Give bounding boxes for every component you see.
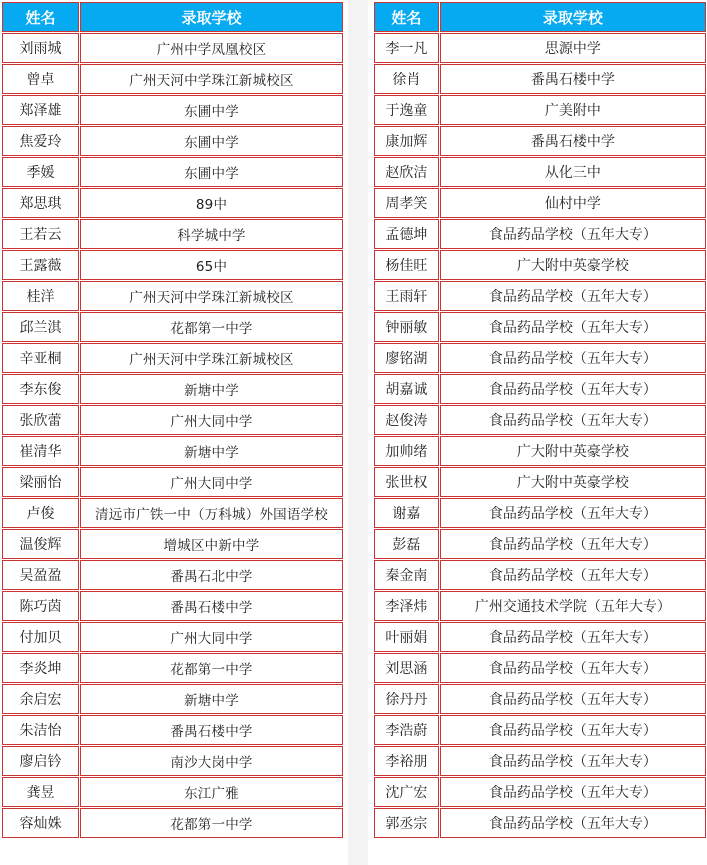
student-name: 崔清华	[2, 436, 79, 466]
admitted-school: 食品药品学校（五年大专）	[440, 405, 706, 435]
student-name: 徐肖	[374, 64, 439, 94]
student-name: 付加贝	[2, 622, 79, 652]
header-row	[374, 2, 706, 32]
student-name: 李一凡	[374, 33, 439, 63]
table-row	[374, 560, 706, 590]
header-row	[2, 2, 343, 32]
admitted-school: 科学城中学	[80, 219, 343, 249]
admitted-school: 广州天河中学珠江新城校区	[80, 64, 343, 94]
table-row	[374, 343, 706, 373]
student-name: 赵俊涛	[374, 405, 439, 435]
admitted-school: 广大附中英豪学校	[440, 250, 706, 280]
admitted-school: 食品药品学校（五年大专）	[440, 715, 706, 745]
table-row	[2, 498, 343, 528]
student-name: 朱洁怡	[2, 715, 79, 745]
admitted-school: 番禺石楼中学	[80, 591, 343, 621]
admitted-school: 广州天河中学珠江新城校区	[80, 281, 343, 311]
table-row	[2, 746, 343, 776]
table-row	[2, 157, 343, 187]
admitted-school: 食品药品学校（五年大专）	[440, 498, 706, 528]
admitted-school: 清远市广铁一中（万科城）外国语学校	[80, 498, 343, 528]
table-row	[2, 684, 343, 714]
student-name: 王雨轩	[374, 281, 439, 311]
admitted-school: 新塘中学	[80, 374, 343, 404]
admitted-school: 新塘中学	[80, 436, 343, 466]
table-row	[374, 405, 706, 435]
student-name: 钟丽敏	[374, 312, 439, 342]
admitted-school: 东圃中学	[80, 95, 343, 125]
admitted-school: 食品药品学校（五年大专）	[440, 560, 706, 590]
student-name: 梁丽怡	[2, 467, 79, 497]
admitted-school: 食品药品学校（五年大专）	[440, 374, 706, 404]
admitted-school: 南沙大岗中学	[80, 746, 343, 776]
admitted-school: 增城区中新中学	[80, 529, 343, 559]
table-row	[2, 591, 343, 621]
student-name: 加帅绪	[374, 436, 439, 466]
admitted-school: 广州大同中学	[80, 622, 343, 652]
student-name: 赵欣洁	[374, 157, 439, 187]
admitted-school: 思源中学	[440, 33, 706, 63]
student-name: 周孝笑	[374, 188, 439, 218]
table-row	[374, 777, 706, 807]
student-name: 王露薇	[2, 250, 79, 280]
header-name: 姓名	[374, 2, 439, 32]
admitted-school: 食品药品学校（五年大专）	[440, 746, 706, 776]
header-school: 录取学校	[80, 2, 343, 32]
student-name: 卢俊	[2, 498, 79, 528]
student-name: 于逸童	[374, 95, 439, 125]
admitted-school: 从化三中	[440, 157, 706, 187]
table-row	[2, 653, 343, 683]
table-row	[2, 467, 343, 497]
student-name: 沈广宏	[374, 777, 439, 807]
table-row	[374, 95, 706, 125]
admitted-school: 食品药品学校（五年大专）	[440, 219, 706, 249]
student-name: 谢嘉	[374, 498, 439, 528]
table-row	[2, 126, 343, 156]
student-name: 郭丞宗	[374, 808, 439, 838]
admitted-school: 广州中学凤凰校区	[80, 33, 343, 63]
student-name: 叶丽娟	[374, 622, 439, 652]
admitted-school: 食品药品学校（五年大专）	[440, 653, 706, 683]
admitted-school: 番禺石楼中学	[440, 64, 706, 94]
table-row	[2, 281, 343, 311]
table-row	[2, 219, 343, 249]
table-row	[374, 64, 706, 94]
student-name: 李裕朋	[374, 746, 439, 776]
table-row	[2, 560, 343, 590]
table-row	[2, 33, 343, 63]
student-name: 李浩蔚	[374, 715, 439, 745]
table-row	[2, 312, 343, 342]
table-row	[374, 715, 706, 745]
student-name: 陈巧茵	[2, 591, 79, 621]
table-row	[374, 374, 706, 404]
table-row	[2, 529, 343, 559]
student-name: 邱兰淇	[2, 312, 79, 342]
student-name: 杨佳旺	[374, 250, 439, 280]
student-name: 康加辉	[374, 126, 439, 156]
admitted-school: 广州大同中学	[80, 467, 343, 497]
table-row	[2, 64, 343, 94]
admitted-school: 食品药品学校（五年大专）	[440, 684, 706, 714]
student-name: 焦爱玲	[2, 126, 79, 156]
admitted-school: 广州交通技术学院（五年大专）	[440, 591, 706, 621]
table-row	[2, 777, 343, 807]
student-name: 刘思涵	[374, 653, 439, 683]
admitted-school: 花都第一中学	[80, 808, 343, 838]
admitted-school: 广州大同中学	[80, 405, 343, 435]
admitted-school: 食品药品学校（五年大专）	[440, 343, 706, 373]
table-row	[2, 188, 343, 218]
admitted-school: 广州天河中学珠江新城校区	[80, 343, 343, 373]
student-name: 郑泽雄	[2, 95, 79, 125]
table-row	[2, 405, 343, 435]
table-row	[2, 436, 343, 466]
header-school: 录取学校	[440, 2, 706, 32]
right-table-body	[374, 33, 706, 838]
table-row	[374, 281, 706, 311]
table-row	[2, 95, 343, 125]
admitted-school: 仙村中学	[440, 188, 706, 218]
student-name: 张世权	[374, 467, 439, 497]
student-name: 廖铭湖	[374, 343, 439, 373]
table-row	[374, 33, 706, 63]
student-name: 廖启钤	[2, 746, 79, 776]
table-row	[374, 219, 706, 249]
admitted-school: 食品药品学校（五年大专）	[440, 808, 706, 838]
table-row	[2, 374, 343, 404]
student-name: 李炎坤	[2, 653, 79, 683]
student-name: 张欣蕾	[2, 405, 79, 435]
admitted-school: 食品药品学校（五年大专）	[440, 777, 706, 807]
table-row	[374, 746, 706, 776]
student-name: 郑思琪	[2, 188, 79, 218]
table-row	[374, 591, 706, 621]
student-name: 彭磊	[374, 529, 439, 559]
admission-table-right	[373, 1, 707, 839]
table-row	[374, 467, 706, 497]
table-row	[374, 188, 706, 218]
student-name: 孟德坤	[374, 219, 439, 249]
table-row	[2, 250, 343, 280]
student-name: 容灿姝	[2, 808, 79, 838]
table-row	[374, 157, 706, 187]
admitted-school: 广美附中	[440, 95, 706, 125]
admitted-school: 广大附中英豪学校	[440, 436, 706, 466]
admitted-school: 花都第一中学	[80, 312, 343, 342]
table-row	[374, 684, 706, 714]
table-row	[374, 622, 706, 652]
admitted-school: 食品药品学校（五年大专）	[440, 312, 706, 342]
admitted-school: 东圃中学	[80, 157, 343, 187]
admitted-school: 食品药品学校（五年大专）	[440, 529, 706, 559]
admitted-school: 食品药品学校（五年大专）	[440, 281, 706, 311]
student-name: 李泽炜	[374, 591, 439, 621]
table-row	[374, 808, 706, 838]
admitted-school: 89中	[80, 188, 343, 218]
student-name: 胡嘉诚	[374, 374, 439, 404]
student-name: 季媛	[2, 157, 79, 187]
admitted-school: 广大附中英豪学校	[440, 467, 706, 497]
admitted-school: 番禺石楼中学	[80, 715, 343, 745]
table-row	[2, 808, 343, 838]
table-row	[2, 343, 343, 373]
admitted-school: 食品药品学校（五年大专）	[440, 622, 706, 652]
student-name: 徐丹丹	[374, 684, 439, 714]
student-name: 秦金南	[374, 560, 439, 590]
table-row	[374, 436, 706, 466]
student-name: 龚昱	[2, 777, 79, 807]
admitted-school: 65中	[80, 250, 343, 280]
column-gap	[348, 0, 368, 865]
header-name: 姓名	[2, 2, 79, 32]
table-row	[374, 498, 706, 528]
table-row	[374, 312, 706, 342]
table-row	[374, 529, 706, 559]
student-name: 曾卓	[2, 64, 79, 94]
admitted-school: 花都第一中学	[80, 653, 343, 683]
admitted-school: 东圃中学	[80, 126, 343, 156]
table-row	[374, 250, 706, 280]
admission-table-left	[1, 1, 344, 839]
table-row	[2, 622, 343, 652]
student-name: 温俊辉	[2, 529, 79, 559]
student-name: 王若云	[2, 219, 79, 249]
student-name: 桂洋	[2, 281, 79, 311]
table-row	[2, 715, 343, 745]
admitted-school: 新塘中学	[80, 684, 343, 714]
table-row	[374, 653, 706, 683]
student-name: 刘雨城	[2, 33, 79, 63]
admitted-school: 东江广雅	[80, 777, 343, 807]
student-name: 吴盈盈	[2, 560, 79, 590]
admitted-school: 番禺石北中学	[80, 560, 343, 590]
admitted-school: 番禺石楼中学	[440, 126, 706, 156]
student-name: 辛亚桐	[2, 343, 79, 373]
student-name: 李东俊	[2, 374, 79, 404]
student-name: 余启宏	[2, 684, 79, 714]
table-row	[374, 126, 706, 156]
left-table-body	[2, 33, 343, 838]
